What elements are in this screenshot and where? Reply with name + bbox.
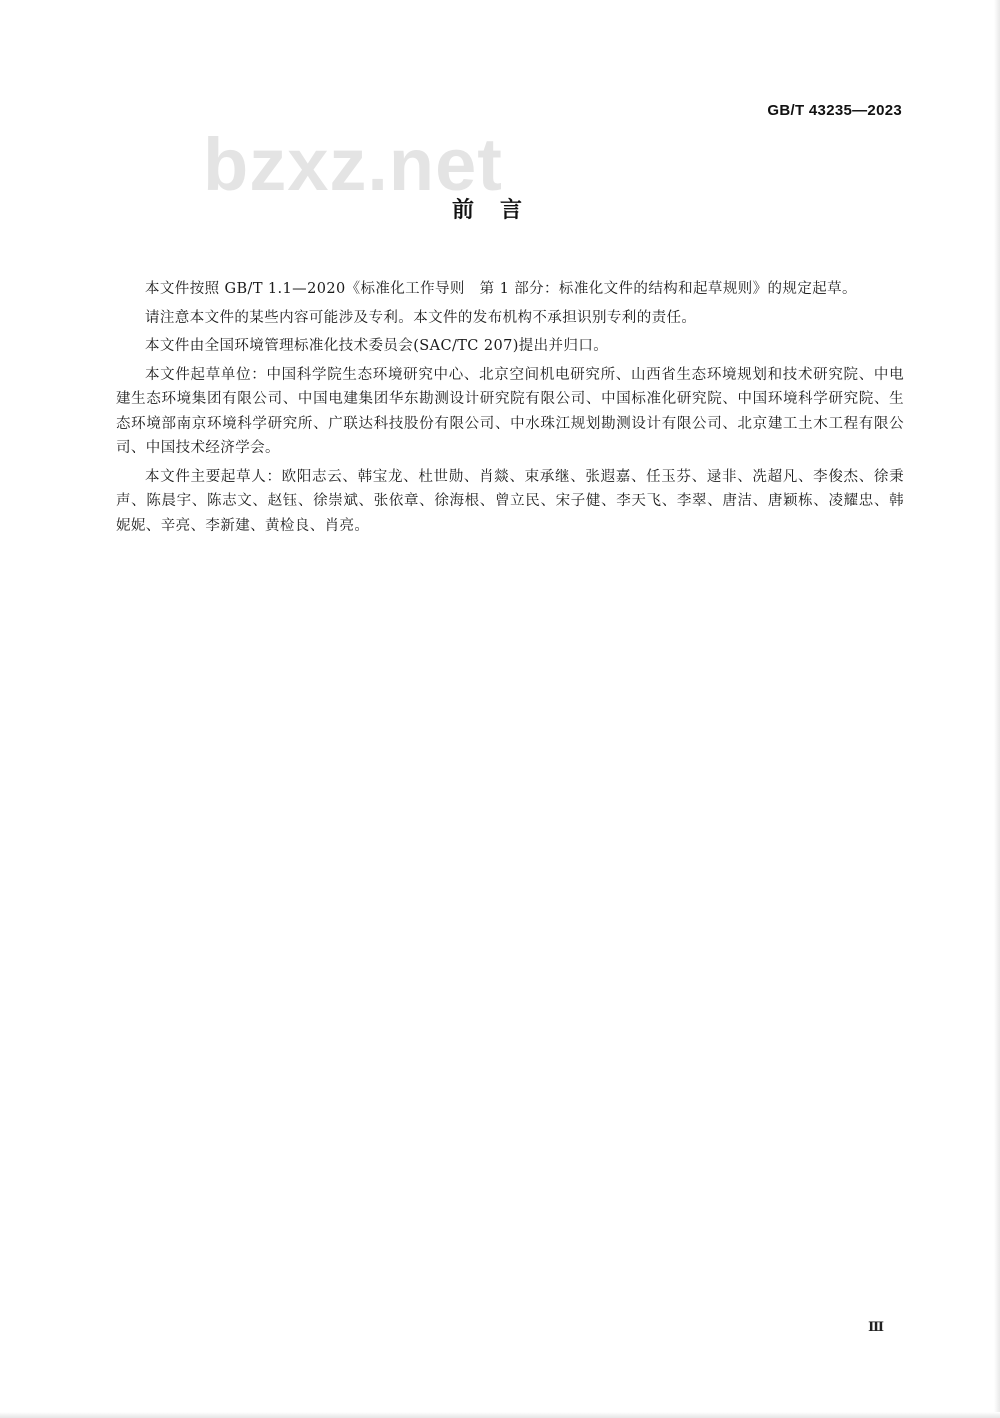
page-edge-shadow — [994, 0, 1000, 1418]
page-edge-shadow-bottom — [0, 1412, 1000, 1418]
page-title: 前言 — [451, 198, 548, 223]
paragraph-drafting-rules: 本文件按照 GB/T 1.1—2020《标准化工作导则 第 1 部分：标准化文件的结构和起草规则》的规定起草。 — [145, 281, 857, 297]
paragraph-patent-notice: 请注意本文件的某些内容可能涉及专利。本文件的发布机构不承担识别专利的责任。 — [145, 309, 697, 326]
paragraph-proposer: 本文件由全国环境管理标准化技术委员会(SAC/TC 207)提出并归口。 — [145, 338, 609, 354]
watermark: bzxz.net — [203, 123, 503, 206]
standard-code: GB/T 43235—2023 — [767, 102, 902, 119]
paragraph-drafters: 本文件主要起草人：欧阳志云、韩宝龙、杜世勋、肖燚、束承继、张遐嘉、任玉芬、逯非、冼超凡、李俊杰、徐秉声、陈晨宇、陈志文、赵钰、徐崇斌、张依章、徐海根、曾立民、宋子健、李天飞、李翠、唐洁、唐颖栋、凌耀忠、韩妮妮、辛亮、李新建、黄检良、肖亮。 — [116, 468, 904, 534]
paragraph-drafting-units: 本文件起草单位：中国科学院生态环境研究中心、北京空间机电研究所、山西省生态环境规划和技术研究院、中电建生态环境集团有限公司、中国电建集团华东勘测设计研究院有限公司、中国标准化研究院、中国环境科学研究院、生态环境部南京环境科学研究所、广联达科技股份有限公司、中水珠江规划勘测设计有限公司、北京建工土木工程有限公司、中国技术经济学会。 — [116, 366, 904, 456]
page-number: Ⅲ — [868, 1320, 884, 1335]
foreword-body — [116, 277, 904, 542]
